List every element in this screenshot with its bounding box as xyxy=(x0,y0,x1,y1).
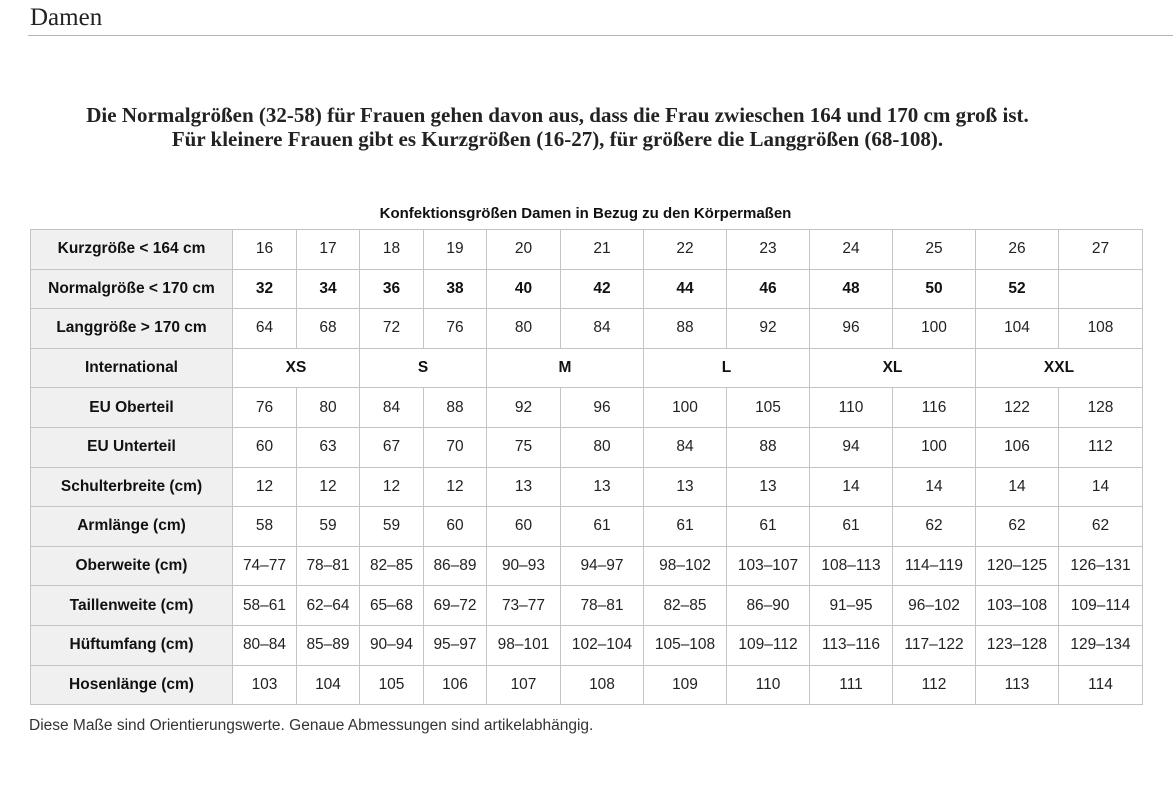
table-cell: 60 xyxy=(487,507,561,547)
table-cell: 96 xyxy=(810,309,893,349)
intro-line-1: Die Normalgrößen (32-58) für Frauen gehen davon aus, dass die Frau zwieschen 164 und 170 cm groß ist. xyxy=(86,103,1029,127)
table-cell: 17 xyxy=(297,230,360,270)
table-cell: 94 xyxy=(810,427,893,467)
table-row xyxy=(31,665,1143,705)
table-row-international xyxy=(31,348,1143,388)
table-cell: 68 xyxy=(297,309,360,349)
table-cell: 117–122 xyxy=(893,625,976,665)
row-label: Armlänge (cm) xyxy=(31,507,233,547)
table-cell: 129–134 xyxy=(1059,625,1143,665)
table-cell: 100 xyxy=(644,388,727,428)
table-cell: 52 xyxy=(976,269,1059,309)
table-cell: 88 xyxy=(644,309,727,349)
table-cell: 114 xyxy=(1059,665,1143,705)
table-cell: 61 xyxy=(561,507,644,547)
table-cell: 113 xyxy=(976,665,1059,705)
table-row xyxy=(31,546,1143,586)
row-label: International xyxy=(31,348,233,388)
table-cell: 60 xyxy=(233,427,297,467)
table-cell: 59 xyxy=(360,507,424,547)
table-cell: 44 xyxy=(644,269,727,309)
table-cell: 62 xyxy=(976,507,1059,547)
table-cell: 122 xyxy=(976,388,1059,428)
table-cell: 14 xyxy=(810,467,893,507)
table-cell: 61 xyxy=(727,507,810,547)
table-cell: 69–72 xyxy=(424,586,487,626)
table-cell: 106 xyxy=(976,427,1059,467)
table-row xyxy=(31,467,1143,507)
table-cell: 20 xyxy=(487,230,561,270)
table-cell: 80 xyxy=(487,309,561,349)
table-cell: 116 xyxy=(893,388,976,428)
table-cell: 110 xyxy=(727,665,810,705)
table-cell: 92 xyxy=(487,388,561,428)
table-cell: 107 xyxy=(487,665,561,705)
size-table xyxy=(30,229,1143,705)
international-size-cell: XS xyxy=(233,348,360,388)
table-cell: 78–81 xyxy=(297,546,360,586)
table-cell: 106 xyxy=(424,665,487,705)
table-cell: 95–97 xyxy=(424,625,487,665)
table-cell: 12 xyxy=(297,467,360,507)
table-cell: 109 xyxy=(644,665,727,705)
table-cell: 42 xyxy=(561,269,644,309)
table-cell: 96 xyxy=(561,388,644,428)
table-cell: 58 xyxy=(233,507,297,547)
table-cell: 84 xyxy=(644,427,727,467)
table-cell: 25 xyxy=(893,230,976,270)
table-cell: 65–68 xyxy=(360,586,424,626)
table-cell: 19 xyxy=(424,230,487,270)
table-cell: 32 xyxy=(233,269,297,309)
table-cell: 108 xyxy=(1059,309,1143,349)
table-cell: 78–81 xyxy=(561,586,644,626)
table-cell: 21 xyxy=(561,230,644,270)
table-cell: 60 xyxy=(424,507,487,547)
table-cell: 105–108 xyxy=(644,625,727,665)
table-cell: 94–97 xyxy=(561,546,644,586)
table-cell xyxy=(1059,269,1143,309)
table-cell: 67 xyxy=(360,427,424,467)
international-size-cell: L xyxy=(644,348,810,388)
table-row xyxy=(31,507,1143,547)
row-label: EU Unterteil xyxy=(31,427,233,467)
table-cell: 22 xyxy=(644,230,727,270)
footnote: Diese Maße sind Orientierungswerte. Genaue Abmessungen sind artikelabhängig. xyxy=(29,717,594,734)
table-cell: 98–102 xyxy=(644,546,727,586)
table-cell: 90–93 xyxy=(487,546,561,586)
table-cell: 123–128 xyxy=(976,625,1059,665)
table-cell: 96–102 xyxy=(893,586,976,626)
table-cell: 86–89 xyxy=(424,546,487,586)
table-row xyxy=(31,269,1143,309)
row-label: Oberweite (cm) xyxy=(31,546,233,586)
table-cell: 92 xyxy=(727,309,810,349)
table-cell: 85–89 xyxy=(297,625,360,665)
table-row xyxy=(31,230,1143,270)
table-cell: 90–94 xyxy=(360,625,424,665)
table-cell: 24 xyxy=(810,230,893,270)
table-cell: 18 xyxy=(360,230,424,270)
table-cell: 111 xyxy=(810,665,893,705)
table-cell: 103–107 xyxy=(727,546,810,586)
table-cell: 91–95 xyxy=(810,586,893,626)
table-cell: 104 xyxy=(976,309,1059,349)
table-row xyxy=(31,625,1143,665)
table-cell: 62 xyxy=(893,507,976,547)
table-cell: 88 xyxy=(424,388,487,428)
table-cell: 58–61 xyxy=(233,586,297,626)
intro-text xyxy=(20,103,1095,151)
table-cell: 40 xyxy=(487,269,561,309)
table-cell: 108 xyxy=(561,665,644,705)
table-cell: 70 xyxy=(424,427,487,467)
intro-line-2: Für kleinere Frauen gibt es Kurzgrößen (16-27), für größere die Langgrößen (68-108). xyxy=(171,127,944,151)
row-label: Taillenweite (cm) xyxy=(31,586,233,626)
table-cell: 12 xyxy=(233,467,297,507)
table-cell: 62–64 xyxy=(297,586,360,626)
table-cell: 80 xyxy=(297,388,360,428)
table-cell: 112 xyxy=(1059,427,1143,467)
table-row xyxy=(31,388,1143,428)
table-cell: 34 xyxy=(297,269,360,309)
table-cell: 112 xyxy=(893,665,976,705)
table-cell: 64 xyxy=(233,309,297,349)
table-cell: 104 xyxy=(297,665,360,705)
table-cell: 50 xyxy=(893,269,976,309)
table-cell: 113–116 xyxy=(810,625,893,665)
table-cell: 72 xyxy=(360,309,424,349)
row-label: Schulterbreite (cm) xyxy=(31,467,233,507)
table-cell: 86–90 xyxy=(727,586,810,626)
table-caption: Konfektionsgrößen Damen in Bezug zu den Körpermaßen xyxy=(379,205,792,222)
table-cell: 108–113 xyxy=(810,546,893,586)
table-cell: 73–77 xyxy=(487,586,561,626)
table-cell: 84 xyxy=(561,309,644,349)
table-cell: 103–108 xyxy=(976,586,1059,626)
page-title: Damen xyxy=(30,4,103,31)
table-cell: 61 xyxy=(644,507,727,547)
row-label: Normalgröße < 170 cm xyxy=(31,269,233,309)
table-cell: 38 xyxy=(424,269,487,309)
table-row xyxy=(31,309,1143,349)
row-label: EU Oberteil xyxy=(31,388,233,428)
row-label: Kurzgröße < 164 cm xyxy=(31,230,233,270)
table-cell: 16 xyxy=(233,230,297,270)
table-cell: 61 xyxy=(810,507,893,547)
table-cell: 13 xyxy=(561,467,644,507)
table-cell: 109–112 xyxy=(727,625,810,665)
table-cell: 13 xyxy=(727,467,810,507)
table-cell: 59 xyxy=(297,507,360,547)
table-row xyxy=(31,586,1143,626)
international-size-cell: XL xyxy=(810,348,976,388)
row-label: Hüftumfang (cm) xyxy=(31,625,233,665)
table-cell: 75 xyxy=(487,427,561,467)
table-cell: 100 xyxy=(893,427,976,467)
table-cell: 14 xyxy=(976,467,1059,507)
table-cell: 98–101 xyxy=(487,625,561,665)
table-cell: 14 xyxy=(1059,467,1143,507)
size-table-body xyxy=(31,230,1143,705)
table-cell: 80–84 xyxy=(233,625,297,665)
table-cell: 36 xyxy=(360,269,424,309)
table-cell: 103 xyxy=(233,665,297,705)
table-cell: 12 xyxy=(360,467,424,507)
table-cell: 76 xyxy=(233,388,297,428)
table-cell: 80 xyxy=(561,427,644,467)
row-label: Langgröße > 170 cm xyxy=(31,309,233,349)
table-cell: 27 xyxy=(1059,230,1143,270)
table-cell: 26 xyxy=(976,230,1059,270)
table-cell: 12 xyxy=(424,467,487,507)
table-cell: 48 xyxy=(810,269,893,309)
table-cell: 105 xyxy=(727,388,810,428)
international-size-cell: S xyxy=(360,348,487,388)
table-cell: 46 xyxy=(727,269,810,309)
table-cell: 76 xyxy=(424,309,487,349)
table-cell: 88 xyxy=(727,427,810,467)
table-cell: 114–119 xyxy=(893,546,976,586)
table-cell: 74–77 xyxy=(233,546,297,586)
table-cell: 63 xyxy=(297,427,360,467)
table-cell: 82–85 xyxy=(644,586,727,626)
table-cell: 82–85 xyxy=(360,546,424,586)
table-cell: 62 xyxy=(1059,507,1143,547)
international-size-cell: M xyxy=(487,348,644,388)
row-label: Hosenlänge (cm) xyxy=(31,665,233,705)
table-cell: 14 xyxy=(893,467,976,507)
table-cell: 102–104 xyxy=(561,625,644,665)
table-cell: 23 xyxy=(727,230,810,270)
table-cell: 13 xyxy=(487,467,561,507)
table-cell: 13 xyxy=(644,467,727,507)
table-cell: 100 xyxy=(893,309,976,349)
international-size-cell: XXL xyxy=(976,348,1143,388)
table-cell: 110 xyxy=(810,388,893,428)
table-cell: 128 xyxy=(1059,388,1143,428)
table-cell: 84 xyxy=(360,388,424,428)
table-cell: 120–125 xyxy=(976,546,1059,586)
table-row xyxy=(31,427,1143,467)
heading-divider xyxy=(28,35,1173,36)
table-cell: 105 xyxy=(360,665,424,705)
table-cell: 126–131 xyxy=(1059,546,1143,586)
table-cell: 109–114 xyxy=(1059,586,1143,626)
